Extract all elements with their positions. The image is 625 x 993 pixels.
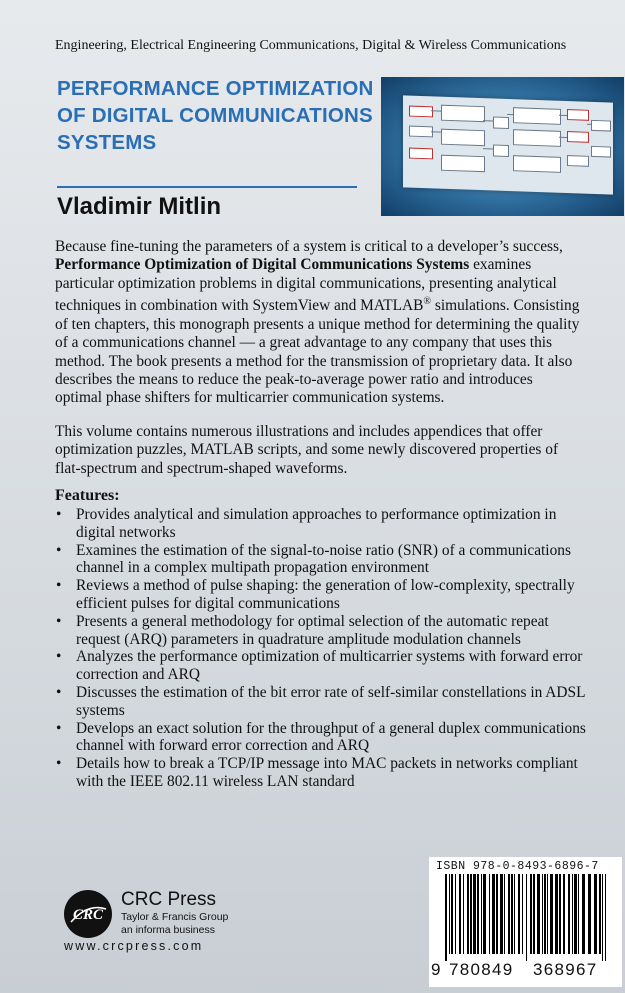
isbn-barcode xyxy=(429,857,622,987)
book-description xyxy=(55,238,580,493)
publisher-group: Taylor & Francis Group xyxy=(121,911,229,923)
publisher-url[interactable]: www.crcpress.com xyxy=(64,939,204,953)
title-underline xyxy=(57,186,357,188)
author-name: Vladimir Mitlin xyxy=(57,193,222,220)
features-list xyxy=(55,506,595,791)
logo-text: CRC xyxy=(72,907,104,923)
cover-illustration xyxy=(381,77,624,216)
description-text: simulations. Consisting of ten chapters, this monograph presents a unique method for determining the quality of a communications channel — a great advantage to any company that uses this method. The book presents a method for the transmission of proprietary data. It also describes the means to reduce the peak-to-average power ratio and introduces optimal phase shifters for multicarrier communication systems. xyxy=(55,297,580,407)
publisher-tagline: an informa business xyxy=(121,924,215,936)
barcode-left-digits: 780849 xyxy=(449,960,514,979)
feature-item: • Presents a general methodology for optimal selection of the automatic repeat request (ARQ) parameters in quadrature amplitude modulation channels xyxy=(55,613,595,649)
feature-item: • Develops an exact solution for the throughput of a general duplex communications channel with forward error correction and ARQ xyxy=(55,720,595,756)
publisher-block xyxy=(121,889,228,937)
publisher-name: CRC Press xyxy=(121,889,217,910)
block-diagram-screen xyxy=(403,95,613,194)
description-paragraph-1 xyxy=(55,238,580,408)
registered-mark: ® xyxy=(423,296,432,308)
features-heading: Features: xyxy=(55,487,120,504)
description-title-bold: Performance Optimization of Digital Communications Systems xyxy=(55,256,470,274)
feature-item: • Provides analytical and simulation approaches to performance optimization in digital networks xyxy=(55,506,595,542)
subject-category: Engineering, Electrical Engineering Communications, Digital & Wireless Communications xyxy=(55,38,567,53)
crc-logo-icon xyxy=(63,889,113,939)
barcode-bars xyxy=(435,874,615,961)
description-paragraph-2: This volume contains numerous illustrations and includes appendices that offer optimization puzzles, MATLAB scripts, and some newly discovered properties of flat-spectrum and spectrum-shaped waveforms. xyxy=(55,422,559,477)
book-title: PERFORMANCE OPTIMIZATION OF DIGITAL COMMUNICATIONS SYSTEMS xyxy=(57,77,374,154)
feature-item: • Examines the estimation of the signal-to-noise ratio (SNR) of a communications channel in a complex multipath propagation environment xyxy=(55,542,595,578)
barcode-lead-digit: 9 xyxy=(431,960,442,979)
isbn-label: ISBN 978-0-8493-6896-7 xyxy=(436,860,599,873)
description-text: examines particular optimization problems in digital communications, presenting analytical techniques in combination with SystemView and MATLAB xyxy=(55,256,557,315)
description-text: Because fine-tuning the parameters of a system is critical to a developer’s success, xyxy=(55,238,563,255)
feature-item: • Reviews a method of pulse shaping: the generation of low-complexity, spectrally efficient pulses for digital communications xyxy=(55,577,595,613)
feature-item: • Discusses the estimation of the bit error rate of self-similar constellations in ADSL systems xyxy=(55,684,595,720)
feature-item: • Details how to break a TCP/IP message into MAC packets in networks compliant with the IEEE 802.11 wireless LAN standard xyxy=(55,755,595,791)
feature-item: • Analyzes the performance optimization of multicarrier systems with forward error correction and ARQ xyxy=(55,648,595,684)
barcode-right-digits: 368967 xyxy=(533,960,598,979)
